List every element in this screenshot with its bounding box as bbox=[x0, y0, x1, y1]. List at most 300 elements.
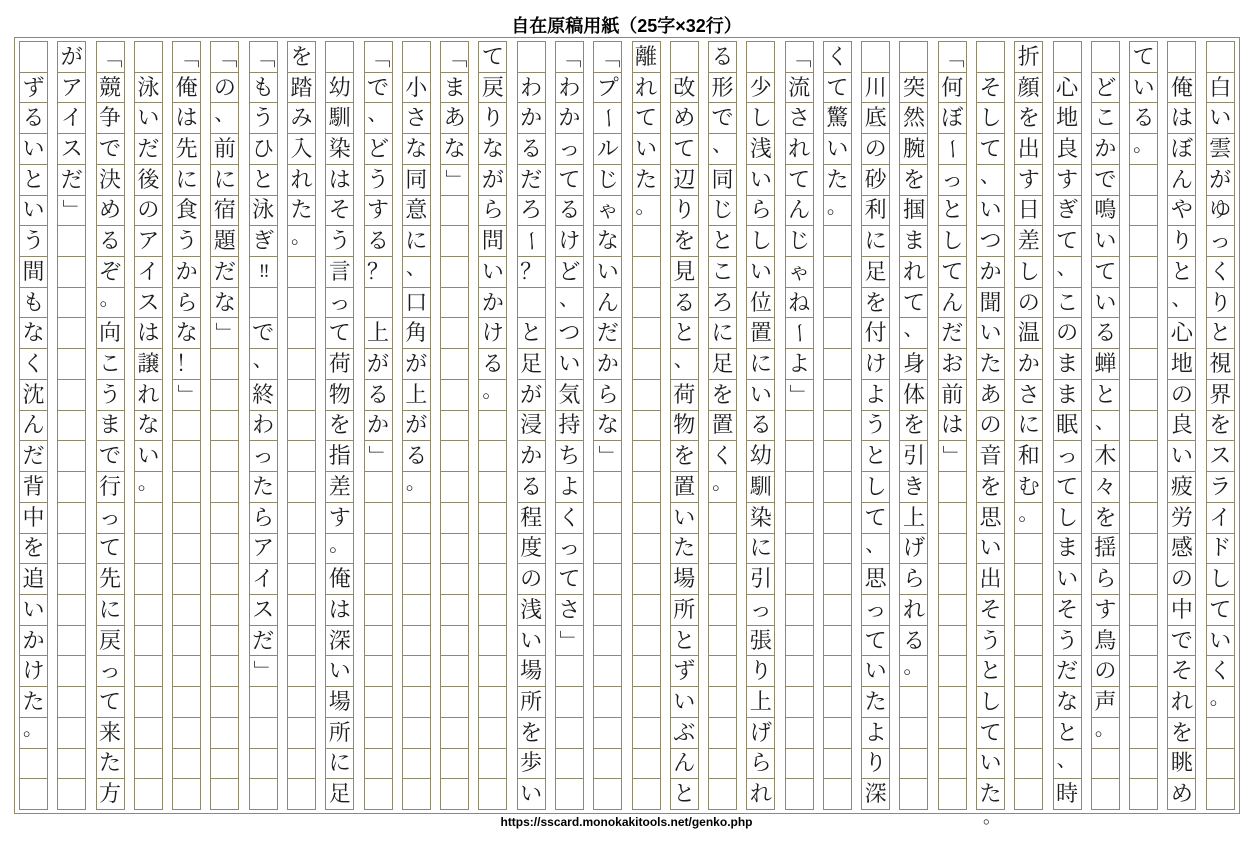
cell: ら bbox=[900, 564, 927, 595]
manuscript-line-4 bbox=[1091, 41, 1120, 810]
cell: の bbox=[977, 411, 1004, 442]
cell: て bbox=[939, 257, 966, 288]
cell bbox=[403, 656, 430, 687]
cell: 前 bbox=[939, 380, 966, 411]
cell bbox=[786, 411, 813, 442]
cell: な bbox=[135, 411, 162, 442]
cell: ー bbox=[594, 103, 621, 134]
cell: 「 bbox=[939, 42, 966, 73]
cell: 眠 bbox=[1054, 411, 1081, 442]
cell bbox=[786, 441, 813, 472]
cell bbox=[633, 656, 660, 687]
cell: 眺 bbox=[1168, 749, 1195, 780]
cell bbox=[786, 718, 813, 749]
cell: る bbox=[900, 626, 927, 657]
cell bbox=[135, 595, 162, 626]
cell: ら bbox=[173, 288, 200, 319]
cell: は bbox=[1168, 103, 1195, 134]
cell: て bbox=[326, 318, 353, 349]
cell: が bbox=[365, 349, 392, 380]
cell: ？ bbox=[518, 257, 545, 288]
cell: と bbox=[1207, 318, 1234, 349]
cell: た bbox=[288, 196, 315, 227]
cell bbox=[173, 779, 200, 810]
cell: す bbox=[365, 196, 392, 227]
cell: ま bbox=[1054, 349, 1081, 380]
cell: と bbox=[671, 318, 698, 349]
cell: い bbox=[1207, 103, 1234, 134]
cell: 上 bbox=[747, 687, 774, 718]
cell: が bbox=[518, 380, 545, 411]
cell: 。 bbox=[135, 472, 162, 503]
cell bbox=[1092, 779, 1119, 810]
cell bbox=[1130, 687, 1157, 718]
cell: る bbox=[747, 411, 774, 442]
cell: 揺 bbox=[1092, 534, 1119, 565]
cell: 踏 bbox=[288, 73, 315, 104]
cell bbox=[173, 503, 200, 534]
cell bbox=[594, 503, 621, 534]
cell: を bbox=[977, 472, 1004, 503]
cell: よ bbox=[862, 718, 889, 749]
cell bbox=[479, 718, 506, 749]
cell bbox=[824, 472, 851, 503]
cell: 心 bbox=[1054, 73, 1081, 104]
cell: 。 bbox=[1092, 718, 1119, 749]
cell bbox=[939, 564, 966, 595]
cell bbox=[441, 226, 468, 257]
cell bbox=[556, 687, 583, 718]
cell: を bbox=[326, 411, 353, 442]
cell bbox=[135, 503, 162, 534]
cell: し bbox=[1015, 257, 1042, 288]
cell bbox=[709, 503, 736, 534]
cell: る bbox=[1130, 103, 1157, 134]
cell bbox=[58, 779, 85, 810]
cell bbox=[1130, 503, 1157, 534]
cell: こ bbox=[97, 349, 124, 380]
cell: て bbox=[479, 42, 506, 73]
cell: り bbox=[747, 656, 774, 687]
cell: し bbox=[977, 687, 1004, 718]
cell: く bbox=[556, 503, 583, 534]
cell: 」 bbox=[441, 165, 468, 196]
cell: る bbox=[97, 226, 124, 257]
cell: 」 bbox=[365, 441, 392, 472]
cell: て bbox=[824, 73, 851, 104]
cell bbox=[250, 779, 277, 810]
cell: 身 bbox=[900, 349, 927, 380]
cell: 先 bbox=[173, 134, 200, 165]
cell: ー bbox=[939, 134, 966, 165]
cell: い bbox=[747, 165, 774, 196]
cell: ス bbox=[58, 134, 85, 165]
cell: い bbox=[1130, 73, 1157, 104]
cell: ル bbox=[594, 134, 621, 165]
cell: 声 bbox=[1092, 687, 1119, 718]
cell bbox=[1092, 749, 1119, 780]
cell: 程 bbox=[518, 503, 545, 534]
manuscript-line-21 bbox=[440, 41, 469, 810]
cell bbox=[403, 687, 430, 718]
cell: 。 bbox=[20, 718, 47, 749]
cell: 問 bbox=[479, 226, 506, 257]
manuscript-line-23 bbox=[364, 41, 393, 810]
cell bbox=[824, 411, 851, 442]
cell: 「 bbox=[786, 42, 813, 73]
cell: も bbox=[20, 288, 47, 319]
cell: ド bbox=[1207, 534, 1234, 565]
cell: っ bbox=[1207, 226, 1234, 257]
cell: そ bbox=[977, 595, 1004, 626]
cell bbox=[939, 779, 966, 810]
cell bbox=[824, 687, 851, 718]
cell: ま bbox=[441, 73, 468, 104]
cell: と bbox=[1168, 257, 1195, 288]
cell: 。 bbox=[326, 534, 353, 565]
cell: 、 bbox=[709, 134, 736, 165]
cell bbox=[709, 656, 736, 687]
cell: ぎ bbox=[250, 226, 277, 257]
cell: と bbox=[20, 165, 47, 196]
cell: け bbox=[862, 349, 889, 380]
cell: が bbox=[479, 165, 506, 196]
cell: う bbox=[365, 165, 392, 196]
cell: よ bbox=[556, 472, 583, 503]
cell: 幼 bbox=[747, 441, 774, 472]
cell: に bbox=[173, 165, 200, 196]
cell: 俺 bbox=[326, 564, 353, 595]
cell: 泳 bbox=[135, 73, 162, 104]
cell bbox=[824, 349, 851, 380]
cell: 流 bbox=[786, 73, 813, 104]
cell: は bbox=[135, 318, 162, 349]
cell: ー bbox=[786, 318, 813, 349]
cell: よ bbox=[786, 349, 813, 380]
cell bbox=[288, 503, 315, 534]
cell bbox=[211, 687, 238, 718]
cell: だ bbox=[1054, 656, 1081, 687]
footer-url: https://sscard.monokakitools.net/genko.php bbox=[500, 815, 753, 829]
cell bbox=[211, 749, 238, 780]
cell bbox=[594, 749, 621, 780]
cell: 馴 bbox=[747, 472, 774, 503]
cell: 物 bbox=[671, 411, 698, 442]
cell bbox=[211, 380, 238, 411]
cell: て bbox=[786, 165, 813, 196]
cell bbox=[20, 749, 47, 780]
cell bbox=[403, 42, 430, 73]
cell bbox=[633, 226, 660, 257]
cell bbox=[58, 749, 85, 780]
cell bbox=[1130, 718, 1157, 749]
cell: 雲 bbox=[1207, 134, 1234, 165]
cell bbox=[441, 318, 468, 349]
cell: は bbox=[939, 411, 966, 442]
cell: う bbox=[862, 411, 889, 442]
cell: 来 bbox=[97, 718, 124, 749]
cell: 掴 bbox=[900, 196, 927, 227]
cell: 、 bbox=[211, 103, 238, 134]
cell bbox=[173, 687, 200, 718]
manuscript-line-11 bbox=[823, 41, 852, 810]
cell bbox=[900, 687, 927, 718]
cell: そ bbox=[977, 73, 1004, 104]
cell bbox=[441, 564, 468, 595]
cell bbox=[786, 749, 813, 780]
cell: い bbox=[671, 687, 698, 718]
manuscript-line-2 bbox=[1167, 41, 1196, 810]
cell bbox=[211, 472, 238, 503]
cell: り bbox=[479, 103, 506, 134]
cell: 戻 bbox=[97, 626, 124, 657]
manuscript-line-9 bbox=[899, 41, 928, 810]
cell bbox=[900, 42, 927, 73]
cell bbox=[518, 42, 545, 73]
cell bbox=[786, 687, 813, 718]
cell: 疲 bbox=[1168, 472, 1195, 503]
cell bbox=[1054, 42, 1081, 73]
cell bbox=[709, 564, 736, 595]
cell bbox=[173, 411, 200, 442]
manuscript-line-7 bbox=[976, 41, 1005, 827]
cell bbox=[173, 472, 200, 503]
cell bbox=[824, 779, 851, 810]
cell: 置 bbox=[671, 472, 698, 503]
cell: い bbox=[20, 196, 47, 227]
cell: い bbox=[747, 257, 774, 288]
cell: れ bbox=[288, 165, 315, 196]
cell: て bbox=[97, 687, 124, 718]
cell bbox=[288, 595, 315, 626]
cell: 折 bbox=[1015, 42, 1042, 73]
cell: 「 bbox=[211, 42, 238, 73]
cell bbox=[1015, 749, 1042, 780]
cell: 感 bbox=[1168, 534, 1195, 565]
cell: 出 bbox=[977, 564, 1004, 595]
cell bbox=[939, 595, 966, 626]
cell: て bbox=[1054, 472, 1081, 503]
cell: ろ bbox=[518, 196, 545, 227]
cell: 。 bbox=[479, 380, 506, 411]
cell bbox=[58, 288, 85, 319]
cell: か bbox=[20, 626, 47, 657]
cell: た bbox=[862, 687, 889, 718]
cell: に bbox=[709, 318, 736, 349]
cell: お bbox=[939, 349, 966, 380]
cell bbox=[633, 318, 660, 349]
cell bbox=[58, 349, 85, 380]
cell: 離 bbox=[633, 42, 660, 73]
cell: 、 bbox=[671, 349, 698, 380]
cell bbox=[403, 626, 430, 657]
cell: る bbox=[365, 226, 392, 257]
cell: で bbox=[1168, 626, 1195, 657]
cell bbox=[1168, 42, 1195, 73]
cell: 染 bbox=[747, 503, 774, 534]
cell: て bbox=[633, 103, 660, 134]
cell: れ bbox=[786, 134, 813, 165]
cell: を bbox=[671, 441, 698, 472]
cell: う bbox=[20, 226, 47, 257]
cell bbox=[288, 656, 315, 687]
cell: 時 bbox=[1054, 779, 1081, 810]
cell bbox=[747, 42, 774, 73]
cell: 、 bbox=[862, 534, 889, 565]
cell bbox=[824, 564, 851, 595]
cell: し bbox=[1207, 564, 1234, 595]
cell: れ bbox=[1168, 687, 1195, 718]
cell: ゃ bbox=[786, 257, 813, 288]
cell: に bbox=[747, 534, 774, 565]
cell: る bbox=[365, 380, 392, 411]
cell: っ bbox=[862, 595, 889, 626]
cell bbox=[786, 564, 813, 595]
cell bbox=[824, 318, 851, 349]
cell: で bbox=[97, 441, 124, 472]
cell: め bbox=[1168, 779, 1195, 810]
cell: 顔 bbox=[1015, 73, 1042, 104]
cell: う bbox=[173, 226, 200, 257]
cell: 浅 bbox=[518, 595, 545, 626]
cell: き bbox=[900, 472, 927, 503]
cell bbox=[58, 503, 85, 534]
cell: 先 bbox=[97, 564, 124, 595]
cell: と bbox=[1054, 718, 1081, 749]
cell: る bbox=[518, 472, 545, 503]
cell bbox=[824, 595, 851, 626]
cell bbox=[594, 534, 621, 565]
cell bbox=[365, 595, 392, 626]
manuscript-line-19 bbox=[517, 41, 546, 810]
cell: を bbox=[20, 534, 47, 565]
cell: い bbox=[518, 626, 545, 657]
cell: を bbox=[518, 718, 545, 749]
cell bbox=[365, 503, 392, 534]
cell: そ bbox=[326, 196, 353, 227]
cell: で bbox=[1092, 165, 1119, 196]
cell: ！ bbox=[173, 349, 200, 380]
cell bbox=[1130, 257, 1157, 288]
cell: て bbox=[556, 564, 583, 595]
cell bbox=[403, 718, 430, 749]
cell: 」 bbox=[556, 626, 583, 657]
cell bbox=[288, 749, 315, 780]
cell: 利 bbox=[862, 196, 889, 227]
cell bbox=[1130, 626, 1157, 657]
cell: に bbox=[403, 226, 430, 257]
cell bbox=[173, 749, 200, 780]
cell: 戻 bbox=[479, 73, 506, 104]
cell bbox=[441, 718, 468, 749]
cell bbox=[135, 656, 162, 687]
cell: の bbox=[1092, 656, 1119, 687]
cell: の bbox=[1168, 380, 1195, 411]
cell: 」 bbox=[939, 441, 966, 472]
cell: と bbox=[671, 779, 698, 810]
cell: イ bbox=[58, 103, 85, 134]
cell: ん bbox=[671, 749, 698, 780]
cell: を bbox=[900, 165, 927, 196]
cell bbox=[479, 595, 506, 626]
cell: 位 bbox=[747, 288, 774, 319]
cell: ぼ bbox=[1168, 134, 1195, 165]
cell bbox=[288, 534, 315, 565]
cell: 角 bbox=[403, 318, 430, 349]
cell: ど bbox=[1092, 73, 1119, 104]
cell: る bbox=[671, 288, 698, 319]
cell bbox=[594, 626, 621, 657]
cell bbox=[58, 595, 85, 626]
cell: を bbox=[900, 411, 927, 442]
cell bbox=[288, 441, 315, 472]
cell: ら bbox=[479, 196, 506, 227]
cell bbox=[633, 626, 660, 657]
cell: い bbox=[1168, 441, 1195, 472]
cell: が bbox=[58, 42, 85, 73]
cell: 足 bbox=[518, 349, 545, 380]
cell: と bbox=[939, 196, 966, 227]
cell: こ bbox=[709, 257, 736, 288]
cell: 深 bbox=[862, 779, 889, 810]
cell: で bbox=[97, 134, 124, 165]
cell bbox=[441, 349, 468, 380]
cell: 終 bbox=[250, 380, 277, 411]
cell: ど bbox=[556, 257, 583, 288]
cell: 俺 bbox=[1168, 73, 1195, 104]
cell: ー bbox=[518, 226, 545, 257]
cell bbox=[633, 718, 660, 749]
cell bbox=[1015, 534, 1042, 565]
cell: け bbox=[20, 656, 47, 687]
cell bbox=[594, 718, 621, 749]
cell bbox=[633, 687, 660, 718]
cell: 背 bbox=[20, 472, 47, 503]
cell bbox=[900, 779, 927, 810]
cell bbox=[441, 257, 468, 288]
cell bbox=[479, 534, 506, 565]
cell bbox=[518, 288, 545, 319]
cell bbox=[211, 564, 238, 595]
cell: じ bbox=[594, 165, 621, 196]
cell: 引 bbox=[900, 441, 927, 472]
cell bbox=[441, 196, 468, 227]
cell: っ bbox=[326, 288, 353, 319]
cell: 然 bbox=[900, 103, 927, 134]
cell bbox=[58, 687, 85, 718]
manuscript-line-6 bbox=[1014, 41, 1043, 810]
cell bbox=[1130, 564, 1157, 595]
cell: の bbox=[1054, 318, 1081, 349]
cell: ろ bbox=[709, 288, 736, 319]
cell bbox=[939, 687, 966, 718]
cell: の bbox=[518, 564, 545, 595]
cell: 良 bbox=[1054, 134, 1081, 165]
cell: の bbox=[862, 134, 889, 165]
hanging-punctuation: 。 bbox=[983, 807, 1002, 827]
cell bbox=[709, 749, 736, 780]
cell: っ bbox=[747, 595, 774, 626]
cell: ん bbox=[20, 411, 47, 442]
cell: 地 bbox=[1168, 349, 1195, 380]
cell bbox=[1130, 196, 1157, 227]
cell: を bbox=[1015, 103, 1042, 134]
cell: 浅 bbox=[747, 134, 774, 165]
cell: 同 bbox=[709, 165, 736, 196]
cell: 見 bbox=[671, 257, 698, 288]
cell: 幼 bbox=[326, 73, 353, 104]
cell: 同 bbox=[403, 165, 430, 196]
